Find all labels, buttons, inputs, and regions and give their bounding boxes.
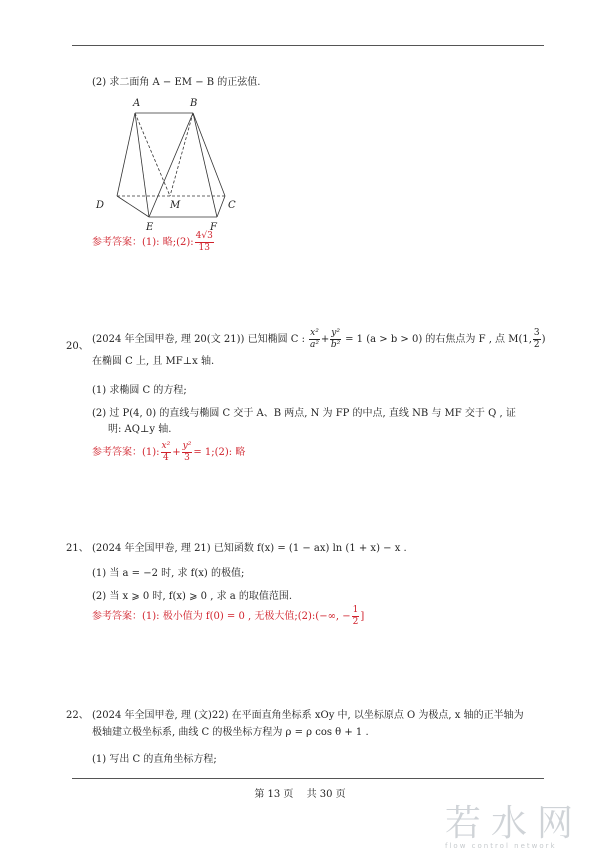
q20-line1a: (2024 年全国甲卷, 理 20(文 21)) 已知椭圆 C : — [92, 334, 305, 345]
q21-number: 21、 — [66, 543, 89, 554]
q20-ans-frac1-den: 4 — [163, 453, 169, 463]
page-footer: 第 13 页 共 30 页 — [254, 789, 346, 800]
q20-frac3-num: 3 — [533, 328, 540, 338]
q21-part1: (1) 当 a = −2 时, 求 f(x) 的极值; — [92, 568, 245, 579]
fig-label-A: A — [133, 98, 141, 109]
fig-label-E: E — [146, 222, 154, 233]
q20-line1b: = 1 (a > b > 0) 的右焦点为 F , 点 M(1, — [345, 334, 532, 345]
q19-answer-den: 13 — [198, 243, 210, 253]
q22-line2: 极轴建立极坐标系, 曲线 C 的极坐标方程为 ρ = ρ cos θ + 1 . — [92, 727, 369, 738]
q22-part1: (1) 写出 C 的直角坐标方程; — [92, 754, 217, 765]
q20-line1 — [92, 329, 546, 350]
q20-ans-frac1-num: x² — [161, 441, 171, 451]
q20-ans-plus: + — [172, 447, 181, 458]
q19-answer-num: 4√3 — [195, 231, 213, 241]
q20-frac2-num: y² — [331, 328, 340, 338]
q22-line1: (2024 年全国甲卷, 理 (文)22) 在平面直角坐标系 xOy 中, 以坐标原点 O 为极点, x 轴的正半轴为 — [92, 710, 524, 721]
q21-part2: (2) 当 x ⩾ 0 时, f(x) ⩾ 0 , 求 a 的取值范围. — [92, 591, 293, 602]
q19-answer — [92, 232, 215, 253]
q22-number: 22、 — [66, 710, 89, 721]
header-rule — [72, 45, 544, 46]
q20-frac1-num: x² — [310, 328, 319, 338]
q21-answer-prefix: 参考答案：(1): 极小值为 f(0) = 0 , 无极大值;(2):(−∞, − — [92, 611, 351, 622]
q20-line2: 在椭圆 C 上, 且 MF⊥x 轴. — [92, 356, 215, 367]
q19-figure — [100, 100, 260, 240]
q20-frac2-den: b² — [330, 340, 341, 350]
q21-answer-suffix: ] — [360, 611, 365, 622]
footer-rule — [72, 778, 544, 779]
q21-answer — [92, 606, 364, 627]
q20-answer — [92, 442, 245, 463]
watermark-logo — [445, 795, 595, 850]
q20-close: ) — [541, 334, 546, 345]
q21-ans-den: 2 — [352, 617, 359, 627]
q20-ans-frac2-num: y² — [182, 441, 192, 451]
q20-answer-suffix: = 1;(2): 略 — [193, 447, 246, 458]
q19-part2: (2) 求二面角 A − EM − B 的正弦值. — [92, 77, 261, 88]
fig-label-M: M — [170, 200, 181, 211]
q20-part1: (1) 求椭圆 C 的方程; — [92, 385, 187, 396]
q20-frac3-den: 2 — [533, 340, 540, 350]
q21-line1: (2024 年全国甲卷, 理 21) 已知函数 f(x) = (1 − ax) ln (1 + x) − x . — [92, 543, 407, 554]
q20-part2a: (2) 过 P(4, 0) 的直线与椭圆 C 交于 A、B 两点, N 为 FP 的中点, 直线 NB 与 MF 交于 Q , 证 — [92, 408, 516, 419]
q20-answer-prefix: 参考答案：(1): — [92, 447, 160, 458]
fig-label-B: B — [190, 98, 198, 109]
fig-label-D: D — [96, 200, 105, 211]
q20-frac1-den: a² — [310, 340, 319, 350]
q20-ans-frac2-den: 3 — [184, 453, 190, 463]
watermark-main: 若水网 — [445, 803, 584, 844]
q20-part2b: 明: AQ⊥y 轴. — [108, 424, 172, 435]
q20-plus: + — [320, 334, 330, 345]
fig-label-C: C — [228, 200, 236, 211]
fig-label-F: F — [210, 222, 217, 233]
q20-number: 20、 — [66, 341, 89, 352]
q21-ans-num: 1 — [352, 605, 359, 615]
q19-answer-prefix: 参考答案：(1): 略;(2): — [92, 237, 194, 248]
watermark-sub: flow control network — [445, 842, 557, 850]
